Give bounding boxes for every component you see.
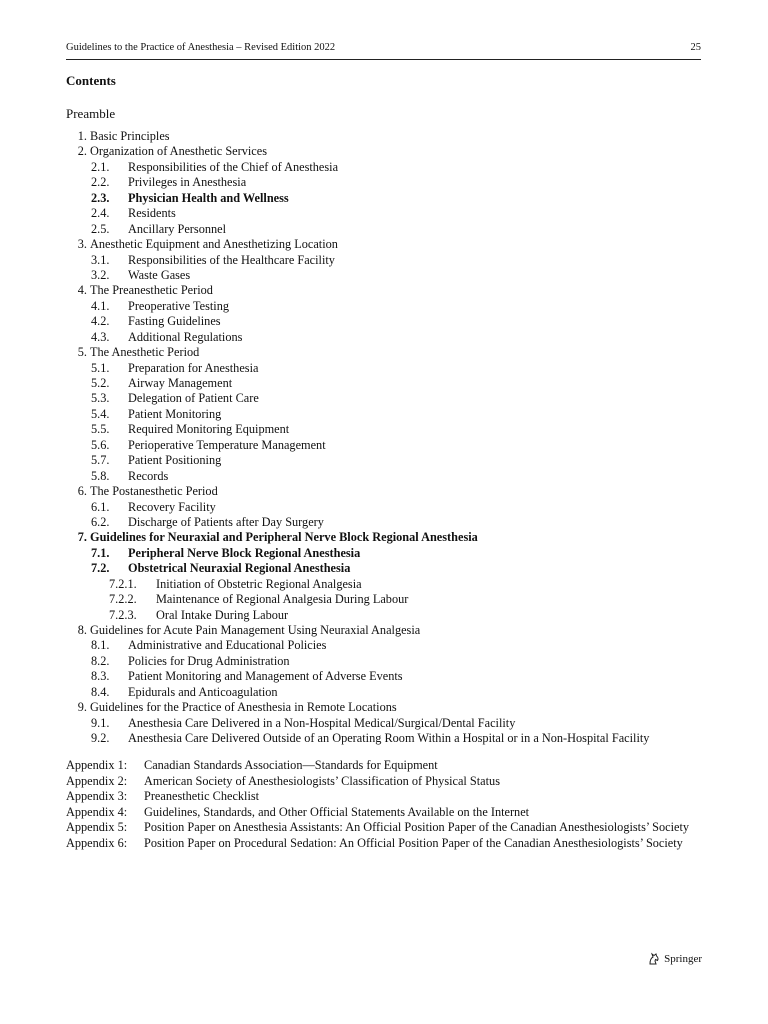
toc-entry [66, 500, 706, 515]
toc-entry [66, 268, 706, 283]
toc-entry-label: Policies for Drug Administration [128, 653, 290, 668]
toc-entry [66, 407, 706, 422]
toc-entry [66, 391, 706, 406]
appendix-entry [66, 789, 702, 805]
toc-entry-label: Residents [128, 206, 176, 221]
toc-entry-number: 2.1. [91, 159, 110, 174]
toc-entry-label: Delegation of Patient Care [128, 391, 259, 406]
toc-entry-label: The Preanesthetic Period [90, 283, 213, 298]
toc-entry-number: 8.3. [91, 669, 110, 684]
toc-entry-label: Organization of Anesthetic Services [90, 144, 268, 159]
toc-entry [66, 685, 706, 700]
toc-entry-number: 3.2. [91, 267, 110, 282]
toc-entry-number: 7.2. [91, 561, 110, 576]
toc-entry-label: Waste Gases [128, 267, 191, 282]
toc-entry-label: Privileges in Anesthesia [128, 175, 247, 190]
toc-entry [66, 638, 706, 653]
preamble-entry: Preamble [66, 106, 116, 121]
toc-entry-label: Preparation for Anesthesia [128, 360, 259, 375]
toc-entry-number: 8.1. [91, 638, 110, 653]
toc-entry [66, 206, 706, 221]
toc-entry-label: Anesthesia Care Delivered in a Non-Hospital Medical/Surgical/Dental Facility [128, 715, 516, 730]
toc-entry-number: 9.2. [91, 731, 110, 746]
page-number: 25 [690, 42, 701, 53]
toc-entry [66, 191, 706, 206]
toc-entry-label: Guidelines for Neuraxial and Peripheral Nerve Block Regional Anesthesia [90, 530, 478, 545]
toc-entry-label: Basic Principles [90, 129, 170, 143]
toc-entry-number: 5.7. [91, 453, 110, 468]
toc-entry-number: 4.3. [91, 329, 110, 344]
toc-entry [66, 453, 706, 468]
toc-entry-number: 5.8. [91, 468, 110, 483]
toc-entry-label: Obstetrical Neuraxial Regional Anesthesia [128, 561, 351, 576]
toc-entry [66, 361, 706, 376]
toc-entry-label: Ancillary Personnel [128, 221, 227, 236]
publisher-logo [647, 952, 702, 966]
toc-entry [66, 700, 706, 715]
toc-entry-number: 5.5. [91, 422, 110, 437]
springer-horse-icon [647, 952, 661, 966]
toc-entry-number: 6.2. [91, 514, 110, 529]
toc-entry-label: The Anesthetic Period [90, 345, 200, 360]
toc-entry [66, 283, 706, 298]
toc-entry-label: Records [128, 468, 169, 483]
toc-entry-label: Epidurals and Anticoagulation [128, 684, 278, 699]
toc-entry [66, 160, 706, 175]
toc-entry-number: 2.3. [91, 190, 110, 205]
toc-entry-number: 9.1. [91, 715, 110, 730]
toc-entry-number: 7.2.2. [109, 592, 137, 607]
toc-entry [66, 654, 706, 669]
toc-entry-label: Patient Monitoring and Management of Adverse Events [128, 669, 403, 684]
toc-entry [66, 299, 706, 314]
toc-entry-number: 8.2. [91, 653, 110, 668]
toc-entry-number: 6. [77, 484, 87, 499]
toc-entry-number: 8. [77, 623, 87, 637]
toc-entry-label: Physician Health and Wellness [128, 190, 289, 205]
running-head [66, 41, 701, 60]
appendix-number: Appendix 5: [66, 820, 128, 834]
toc-entry-number: 6.1. [91, 499, 110, 514]
toc-entry [66, 592, 706, 607]
toc-entry-number: 7.2.3. [109, 607, 137, 622]
appendix-title: Guidelines, Standards, and Other Official Statements Available on the Internet [144, 804, 530, 819]
toc-entry [66, 253, 706, 268]
appendix-entry [66, 836, 702, 852]
toc-entry-label: Responsibilities of the Chief of Anesthesia [128, 159, 339, 174]
appendix-number: Appendix 6: [66, 835, 128, 850]
toc-entry [66, 669, 706, 684]
toc-entry-number: 4.2. [91, 314, 110, 329]
toc-entry-number: 3. [77, 237, 87, 252]
toc-entry-number: 5.1. [91, 360, 110, 375]
appendix-title: Position Paper on Anesthesia Assistants: An Official Position Paper of the Canadian Anesthesiologists’ Society [144, 820, 690, 834]
appendix-title: American Society of Anesthesiologists’ Classification of Physical Status [144, 773, 500, 788]
contents-heading: Contents [66, 73, 116, 88]
toc-entry-label: Fasting Guidelines [128, 314, 221, 329]
appendix-entry [66, 820, 702, 836]
toc-entry-number: 7.2.1. [109, 576, 137, 591]
toc-entry [66, 546, 706, 561]
toc-entry [66, 623, 706, 638]
toc-entry-label: Administrative and Educational Policies [128, 638, 327, 653]
toc-entry-number: 2.5. [91, 221, 110, 236]
toc-entry-number: 5.2. [91, 376, 110, 390]
toc-entry [66, 376, 706, 391]
toc-entry [66, 237, 706, 252]
table-of-contents [66, 129, 706, 747]
toc-entry-label: Guidelines for the Practice of Anesthesia in Remote Locations [90, 700, 397, 715]
toc-entry-number: 7. [77, 530, 87, 545]
toc-entry-label: Peripheral Nerve Block Regional Anesthesia [128, 545, 361, 560]
toc-entry [66, 469, 706, 484]
toc-entry [66, 561, 706, 576]
toc-entry-number: 8.4. [91, 684, 110, 699]
appendix-entry [66, 805, 702, 821]
toc-entry-number: 7.1. [91, 545, 110, 560]
toc-entry-number: 2.2. [91, 175, 110, 190]
toc-entry-label: Discharge of Patients after Day Surgery [128, 514, 324, 529]
running-title: Guidelines to the Practice of Anesthesia – Revised Edition 2022 [66, 42, 336, 53]
toc-entry [66, 175, 706, 190]
toc-entry-label: Initiation of Obstetric Regional Analgesia [156, 576, 362, 591]
toc-entry [66, 222, 706, 237]
appendix-title: Preanesthetic Checklist [144, 789, 260, 803]
toc-entry [66, 345, 706, 360]
toc-entry-number: 9. [77, 700, 87, 715]
appendix-list [66, 758, 702, 851]
toc-entry [66, 314, 706, 329]
toc-entry [66, 438, 706, 453]
appendix-number: Appendix 3: [66, 789, 128, 803]
toc-entry-number: 5.6. [91, 437, 110, 452]
toc-entry-label: Oral Intake During Labour [156, 607, 289, 622]
toc-entry [66, 530, 706, 545]
toc-entry [66, 330, 706, 345]
toc-entry-number: 4.1. [91, 298, 110, 313]
toc-entry-number: 4. [77, 283, 87, 298]
toc-entry-number: 3.1. [91, 252, 110, 267]
toc-entry-number: 5. [77, 345, 87, 360]
toc-entry-label: Airway Management [128, 376, 233, 390]
appendix-number: Appendix 4: [66, 804, 128, 819]
toc-entry-label: Maintenance of Regional Analgesia During Labour [156, 592, 409, 607]
toc-entry-label: Patient Positioning [128, 453, 222, 468]
toc-entry-number: 1. [77, 129, 87, 143]
toc-entry [66, 422, 706, 437]
toc-entry [66, 515, 706, 530]
toc-entry [66, 144, 706, 159]
toc-entry [66, 577, 706, 592]
toc-entry-number: 5.4. [91, 406, 110, 421]
toc-entry [66, 608, 706, 623]
toc-entry-label: Recovery Facility [128, 499, 216, 514]
toc-entry [66, 731, 706, 746]
publisher-name: Springer [664, 953, 702, 965]
appendix-entry [66, 758, 702, 774]
toc-entry-label: Responsibilities of the Healthcare Facility [128, 252, 335, 267]
toc-entry-label: Patient Monitoring [128, 406, 222, 421]
toc-entry-label: Anesthetic Equipment and Anesthetizing Location [90, 237, 338, 252]
appendix-title: Position Paper on Procedural Sedation: An Official Position Paper of the Canadian Anesthesiologists’ Society [144, 835, 683, 850]
appendix-number: Appendix 2: [66, 773, 128, 788]
appendix-number: Appendix 1: [66, 758, 128, 772]
toc-entry [66, 716, 706, 731]
toc-entry-label: Required Monitoring Equipment [128, 422, 290, 437]
toc-entry [66, 484, 706, 499]
toc-entry-label: Guidelines for Acute Pain Management Using Neuraxial Analgesia [90, 623, 421, 637]
toc-entry-number: 2. [77, 144, 87, 159]
toc-entry-label: Anesthesia Care Delivered Outside of an Operating Room Within a Hospital or in a Non-Hospital Facility [128, 731, 650, 746]
appendix-title: Canadian Standards Association—Standards for Equipment [144, 758, 438, 772]
toc-entry-label: The Postanesthetic Period [90, 484, 218, 499]
toc-entry-label: Perioperative Temperature Management [128, 437, 326, 452]
toc-entry-label: Preoperative Testing [128, 298, 230, 313]
appendix-entry [66, 774, 702, 790]
toc-entry-number: 2.4. [91, 206, 110, 221]
toc-entry-label: Additional Regulations [128, 329, 243, 344]
toc-entry [66, 129, 706, 144]
toc-entry-number: 5.3. [91, 391, 110, 406]
